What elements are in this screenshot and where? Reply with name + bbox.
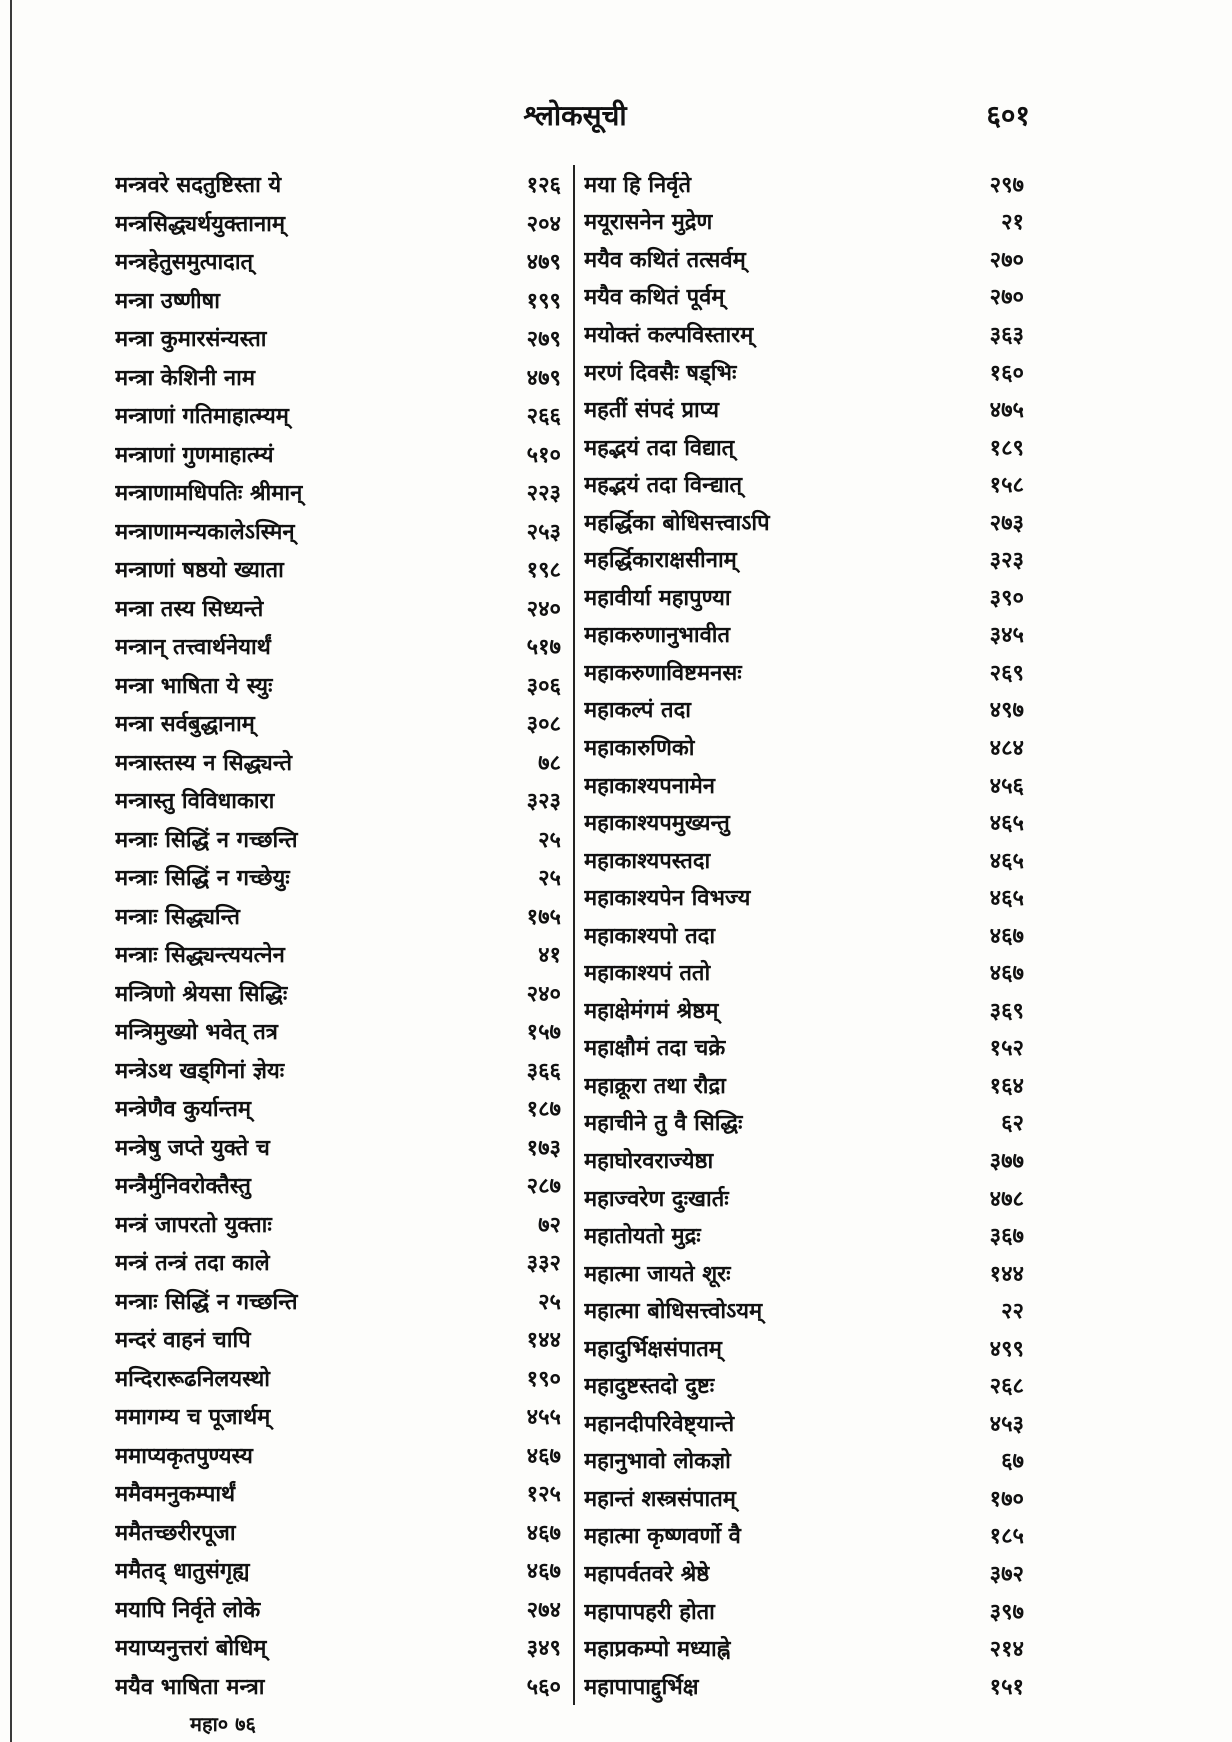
entry-verse: महाकाश्यपो तदा [584,922,716,949]
index-entry [115,935,561,974]
index-entry [584,841,1024,879]
index-entry [584,278,1024,316]
index-entry [115,550,561,589]
entry-page-number: १८९ [989,434,1024,461]
index-entry [115,1166,561,1205]
index-entry [584,1254,1024,1292]
entry-verse: मन्दरं वाहनं चापि [115,1327,251,1354]
entry-verse: मन्त्रा कुमारसंन्यस्ता [115,326,267,353]
entry-verse: महर्द्धिका बोधिसत्त्वाऽपि [584,509,770,536]
index-entry [115,974,561,1013]
entry-verse: महर्द्धिकाराक्षसीनाम् [584,547,737,574]
entry-page-number: ३६६ [526,1057,561,1084]
index-entry [115,1436,561,1475]
entry-verse: मन्त्रान् तत्त्वार्थनेयार्थं [115,634,271,661]
entry-page-number: १२५ [526,1481,561,1508]
entry-verse: मया हि निर्वृते [584,171,691,198]
entry-page-number: ४६७ [526,1558,561,1585]
entry-verse: महाक्षौमं तदा चक्रे [584,1035,726,1062]
index-entry [115,1397,561,1436]
index-entry [584,1329,1024,1367]
index-column-left [115,165,561,1705]
entry-verse: महाकाश्यपनामेन [584,772,716,799]
entry-verse: मन्त्रेषु जप्ते युक्ते च [115,1134,270,1161]
entry-page-number: ४५६ [989,772,1024,799]
index-entry [584,1216,1024,1254]
entry-page-number: १९९ [526,287,561,314]
entry-page-number: २७० [989,246,1024,273]
entry-page-number: ४१ [538,942,561,969]
entry-page-number: २२३ [526,480,561,507]
entry-page-number: २४० [526,595,561,622]
index-entry [584,315,1024,353]
index-entry [584,916,1024,954]
index-entry [584,1592,1024,1630]
entry-page-number: १२६ [526,172,561,199]
entry-page-number: २५ [538,826,561,853]
index-entry [115,1128,561,1167]
entry-page-number: १७० [989,1485,1024,1512]
entry-verse: महाकल्पं तदा [584,697,691,724]
entry-verse: ममैतद् धातुसंगृह्य [115,1558,250,1585]
entry-page-number: ४९७ [989,697,1024,724]
index-entry [584,691,1024,729]
entry-verse: मन्त्रेऽथ खड्गिनां ज्ञेयः [115,1057,285,1084]
index-entry [115,1590,561,1629]
entry-page-number: ४७९ [526,364,561,391]
entry-page-number: २०४ [526,210,561,237]
index-entry [584,165,1024,203]
entry-page-number: २५ [538,1288,561,1315]
entry-verse: महाकरुणाविष्टमनसः [584,659,742,686]
index-entry [115,396,561,435]
index-column-right [584,165,1024,1704]
entry-page-number: ६२ [1001,1110,1024,1137]
index-entry [115,1051,561,1090]
index-entry [584,1029,1024,1067]
entry-page-number: २१४ [989,1636,1024,1663]
entry-verse: मन्त्रा तस्य सिध्यन्ते [115,595,264,622]
index-entry [584,1367,1024,1405]
index-entry [584,1479,1024,1517]
entry-page-number: ७८ [538,749,561,776]
entry-page-number: २७३ [989,509,1024,536]
entry-verse: मन्त्रास्तस्य न सिद्ध्यन्ते [115,749,293,776]
entry-verse: मन्त्रा केशिनी नाम [115,364,255,391]
entry-verse: महाकरुणानुभावीत [584,622,731,649]
entry-verse: महापापाद्दुर्भिक्ष [584,1673,699,1700]
index-entry [115,743,561,782]
index-entry [115,1551,561,1590]
index-entry [115,1667,561,1706]
entry-verse: महाचीने तु वै सिद्धिः [584,1110,743,1137]
index-entry [115,512,561,551]
entry-page-number: २१ [1001,209,1024,236]
entry-verse: मन्त्रसिद्ध्यर्थयुक्तानाम् [115,210,286,237]
entry-page-number: २७९ [526,326,561,353]
entry-page-number: २५ [538,865,561,892]
index-entry [115,1320,561,1359]
entry-page-number: ७२ [538,1211,561,1238]
index-entry [115,1628,561,1667]
entry-verse: महापर्वतवरे श्रेष्ठे [584,1561,710,1587]
entry-verse: मन्त्राः सिद्ध्यन्त्ययत्नेन [115,942,285,969]
entry-verse: मयूरासनेन मुद्रेण [584,209,713,236]
index-entry [584,878,1024,916]
entry-verse: महाकाश्यपमुख्यन्तु [584,810,730,837]
index-entry [584,1442,1024,1480]
entry-verse: महादुर्भिक्षसंपातम् [584,1335,722,1362]
index-entry [584,728,1024,766]
entry-verse: मन्त्रवरे सदतुष्टिस्ता ये [115,172,282,199]
index-entry [584,240,1024,278]
entry-verse: मन्दिरारूढनिलयस्थो [115,1365,270,1392]
entry-verse: महाप्रकम्पो मध्याह्ने [584,1636,731,1663]
index-entry [115,820,561,859]
index-entry [584,1104,1024,1142]
entry-verse: महाज्वरेण दुःखार्तः [584,1185,729,1212]
index-entry [115,319,561,358]
entry-verse: मयोक्तं कल्पविस्तारम् [584,321,754,348]
entry-verse: मन्त्रास्तु विविधाकारा [115,788,275,815]
index-entry [115,1205,561,1244]
entry-verse: मयाप्यनुत्तरां बोधिम् [115,1635,267,1662]
entry-page-number: १८७ [526,1096,561,1123]
index-entry [584,803,1024,841]
index-entry [115,781,561,820]
index-entry [584,953,1024,991]
index-entry [115,1513,561,1552]
entry-page-number: ४६५ [989,847,1024,874]
entry-verse: ममाप्यकृतपुण्यस्य [115,1442,253,1469]
entry-page-number: ३६३ [989,321,1024,348]
entry-verse: महापापहरी होता [584,1598,715,1625]
entry-page-number: ३०६ [526,672,561,699]
entry-verse: महात्मा जायते शूरः [584,1260,731,1287]
entry-verse: मन्त्राणामधिपतिः श्रीमान् [115,480,303,507]
index-entry [115,897,561,936]
index-entry [584,1066,1024,1104]
index-entry [115,473,561,512]
entry-verse: महाकाश्यपेन विभज्य [584,885,751,912]
entry-verse: मन्त्रेणैव कुर्यान्तम् [115,1096,252,1123]
entry-verse: मन्त्रं जापरतो युक्ताः [115,1211,272,1238]
index-entry [584,1141,1024,1179]
index-entry [115,1474,561,1513]
entry-verse: महाक्षेमंगमं श्रेष्ठम् [584,997,719,1024]
entry-page-number: २५३ [526,518,561,545]
entry-verse: महानुभावो लोकज्ञो [584,1448,731,1475]
entry-page-number: ४७५ [989,397,1024,424]
entry-page-number: ४६७ [989,922,1024,949]
entry-verse: मन्त्राः सिद्ध्यन्ति [115,903,240,930]
entry-verse: महात्मा कृष्णवर्णो वै [584,1523,741,1550]
entry-verse: मन्त्रहेतुसमुत्पादात् [115,249,254,276]
index-entry [115,435,561,474]
entry-verse: महाकाश्यपस्तदा [584,847,711,874]
entry-page-number: २६८ [989,1373,1024,1400]
index-entry [115,589,561,628]
entry-page-number: ४६५ [989,885,1024,912]
index-entry [115,666,561,705]
index-entry [584,540,1024,578]
entry-page-number: १७५ [526,903,561,930]
entry-verse: मयैव कथितं पूर्वम् [584,284,725,311]
entry-verse: मयैव कथितं तत्सर्वम् [584,246,746,273]
entry-page-number: ३६९ [989,997,1024,1024]
entry-verse: मन्त्रिमुख्यो भवेत् तत्र [115,1019,278,1046]
entry-verse: महतीं संपदं प्राप्य [584,397,720,424]
entry-page-number: १५१ [989,1673,1024,1700]
index-entry [115,165,561,204]
entry-verse: मन्त्रिणो श्रेयसा सिद्धिः [115,980,288,1007]
entry-verse: मन्त्रं तन्त्रं तदा काले [115,1250,270,1277]
index-entry [584,1629,1024,1667]
index-entry [115,1359,561,1398]
entry-page-number: ३२३ [989,547,1024,574]
entry-page-number: ३९७ [989,1598,1024,1625]
entry-verse: मन्त्राणामन्यकालेऽस्मिन् [115,518,295,545]
column-divider [573,165,575,1705]
entry-page-number: ४६७ [526,1519,561,1546]
index-entry [115,358,561,397]
entry-page-number: २७० [989,284,1024,311]
entry-verse: ममैतच्छरीरपूजा [115,1519,236,1546]
index-entry [584,1667,1024,1705]
entry-verse: महाकाश्यपं ततो [584,960,711,987]
entry-page-number: १४४ [526,1327,561,1354]
entry-verse: मन्त्रा सर्वबुद्धानाम् [115,711,255,738]
entry-verse: मन्त्राः सिद्धिं न गच्छन्ति [115,826,298,853]
entry-page-number: २२ [1001,1298,1024,1325]
entry-verse: ममैवमनुकम्पार्थं [115,1481,236,1508]
index-entry [584,1554,1024,1592]
entry-page-number: २९७ [989,171,1024,198]
index-entry [584,1404,1024,1442]
index-entry [115,281,561,320]
entry-page-number: ६७ [1001,1448,1024,1475]
index-entry [584,1517,1024,1555]
entry-verse: मयापि निर्वृते लोके [115,1596,261,1623]
entry-verse: महाघोरवराज्येष्ठा [584,1147,714,1174]
entry-verse: मन्त्राः सिद्धिं न गच्छन्ति [115,1288,298,1315]
page-number: ६०१ [986,99,1030,132]
entry-verse: महातोयतो मुद्रः [584,1223,701,1250]
entry-page-number: ४८४ [989,734,1024,761]
entry-page-number: १९८ [526,557,561,584]
index-entry [584,503,1024,541]
index-entry [115,704,561,743]
index-entry [584,390,1024,428]
index-entry [115,858,561,897]
entry-page-number: ३०८ [526,711,561,738]
entry-verse: महादुष्टस्तदो दुष्टः [584,1373,715,1400]
entry-page-number: १५८ [989,472,1024,499]
entry-page-number: ३९० [989,584,1024,611]
entry-page-number: ३७२ [989,1561,1024,1587]
entry-verse: मन्त्राणां षष्ठयो ख्याता [115,557,284,584]
index-entry [584,578,1024,616]
entry-page-number: २६९ [989,659,1024,686]
entry-page-number: ४६५ [989,810,1024,837]
entry-page-number: ४७८ [989,1185,1024,1212]
entry-verse: महाकारुणिको [584,734,695,761]
index-entry [584,465,1024,503]
index-entry [115,1089,561,1128]
entry-page-number: ३७७ [989,1147,1024,1174]
page-title: श्लोकसूची [523,99,627,132]
entry-page-number: २४० [526,980,561,1007]
index-entry [584,991,1024,1029]
entry-verse: मरणं दिवसैः षड्भिः [584,359,737,386]
index-entry [584,1291,1024,1329]
scan-edge-line [10,0,12,1742]
index-entry [584,203,1024,241]
index-entry [584,353,1024,391]
index-entry [115,204,561,243]
entry-page-number: ५१७ [526,634,561,661]
index-entry [115,242,561,281]
entry-verse: महानदीपरिवेष्ट्यान्ते [584,1410,735,1437]
entry-verse: मन्त्रैर्मुनिवरोक्तैस्तु [115,1173,251,1200]
entry-page-number: ३२३ [526,788,561,815]
index-entry [115,1282,561,1321]
entry-page-number: १८५ [989,1523,1024,1550]
entry-page-number: १६४ [989,1072,1024,1099]
entry-verse: महाक्रूरा तथा रौद्रा [584,1072,726,1099]
entry-page-number: २६६ [526,403,561,430]
entry-page-number: १६० [989,359,1024,386]
entry-verse: मन्त्रा भाषिता ये स्युः [115,672,273,699]
entry-verse: महद्भयं तदा विद्यात् [584,434,735,461]
entry-verse: ममागम्य च पूजार्थम् [115,1404,271,1431]
entry-verse: महान्तं शस्त्रसंपातम् [584,1485,736,1512]
entry-verse: मन्त्राणां गतिमाहात्म्यम् [115,403,289,430]
entry-page-number: ४९९ [989,1335,1024,1362]
entry-verse: मयैव भाषिता मन्त्रा [115,1673,265,1700]
entry-page-number: ५६० [526,1673,561,1700]
index-entry [115,1012,561,1051]
entry-page-number: १९० [526,1365,561,1392]
entry-verse: महात्मा बोधिसत्त्वोऽयम् [584,1298,763,1325]
entry-page-number: ३३२ [526,1250,561,1277]
entry-page-number: १५२ [989,1035,1024,1062]
entry-page-number: ४५३ [989,1410,1024,1437]
index-entry [115,1243,561,1282]
entry-page-number: १५७ [526,1019,561,1046]
entry-verse: मन्त्राणां गुणमाहात्म्यं [115,441,274,468]
entry-page-number: ५१० [526,441,561,468]
entry-verse: महावीर्या महापुण्या [584,584,731,611]
entry-page-number: २८७ [526,1173,561,1200]
entry-verse: मन्त्राः सिद्धिं न गच्छेयुः [115,865,290,892]
index-entry [584,653,1024,691]
entry-page-number: १४४ [989,1260,1024,1287]
entry-page-number: १७३ [526,1134,561,1161]
entry-page-number: २७४ [526,1596,561,1623]
entry-page-number: ४६७ [526,1442,561,1469]
entry-page-number: ३४५ [989,622,1024,649]
index-entry [584,428,1024,466]
signature-mark: महा० ७६ [190,1712,256,1736]
entry-verse: महद्भयं तदा विन्द्यात् [584,472,743,499]
entry-page-number: ४५५ [526,1404,561,1431]
entry-page-number: ४७९ [526,249,561,276]
index-entry [584,616,1024,654]
entry-page-number: ३४९ [526,1635,561,1662]
entry-page-number: ४६७ [989,960,1024,987]
entry-page-number: ३६७ [989,1223,1024,1250]
index-entry [115,627,561,666]
entry-verse: मन्त्रा उष्णीषा [115,287,220,314]
index-entry [584,1179,1024,1217]
index-entry [584,766,1024,804]
